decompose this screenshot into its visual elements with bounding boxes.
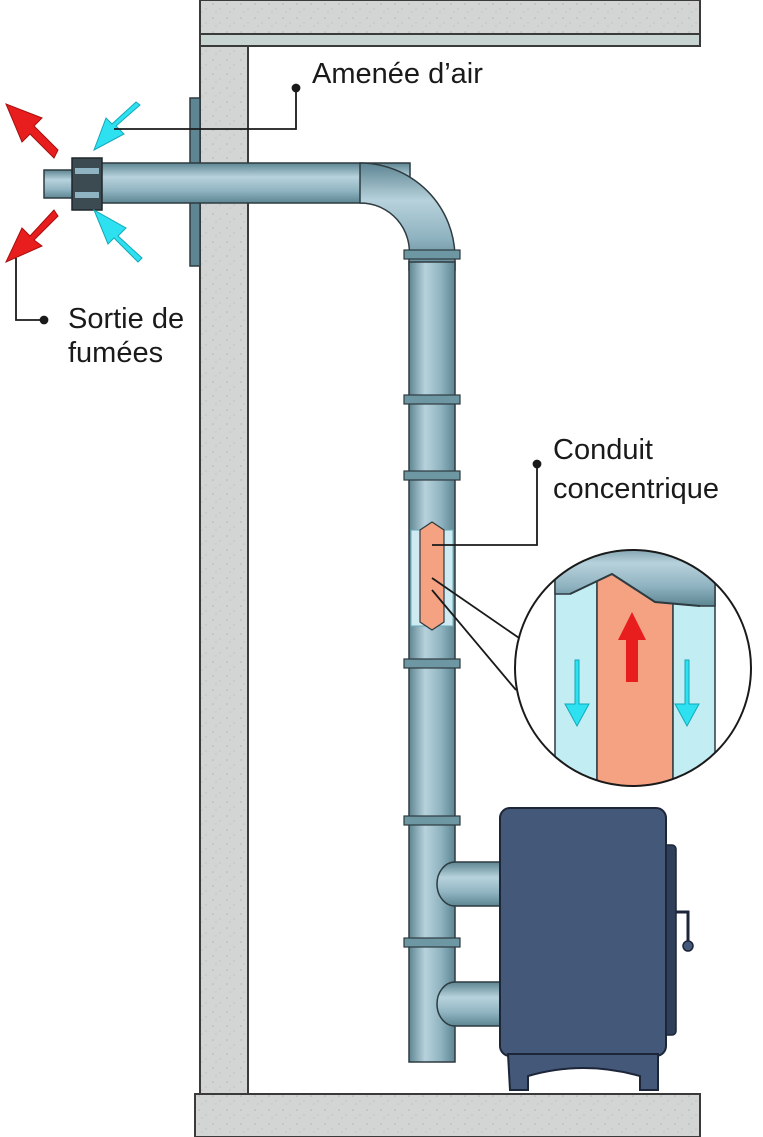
pipe-collar-1 bbox=[404, 250, 460, 259]
leader-dot-smoke bbox=[41, 317, 48, 324]
terminal-grille-1 bbox=[75, 168, 99, 174]
ceiling bbox=[200, 0, 700, 34]
label-air-intake: Amenée d’air bbox=[312, 58, 483, 90]
ceiling-trim bbox=[200, 34, 700, 46]
leader-dot-concentric bbox=[534, 461, 541, 468]
arrow-icon bbox=[6, 104, 58, 158]
terminal-cap bbox=[72, 158, 102, 210]
arrow-icon bbox=[94, 102, 140, 150]
pipe-collar-6 bbox=[404, 938, 460, 947]
label-smoke-exit-line2: fumées bbox=[68, 337, 164, 369]
pipe-collar-4 bbox=[404, 659, 460, 668]
stove-body bbox=[500, 808, 666, 1056]
pipe-collar-5 bbox=[404, 816, 460, 825]
stove-handle-knob bbox=[683, 941, 693, 951]
stove-base bbox=[508, 1054, 658, 1090]
stove-handle bbox=[676, 912, 688, 944]
label-smoke-exit-line1: Sortie de bbox=[68, 303, 185, 335]
connector-lower bbox=[437, 982, 502, 1026]
left-wall bbox=[200, 46, 248, 1106]
terminal-grille-2 bbox=[75, 192, 99, 198]
stove bbox=[500, 808, 693, 1090]
pipe-collar-2 bbox=[404, 395, 460, 404]
arrow-icon bbox=[6, 210, 58, 262]
connector-upper bbox=[437, 862, 502, 906]
vertical-flue bbox=[404, 250, 460, 1062]
arrow-icon bbox=[94, 210, 142, 262]
floor bbox=[195, 1094, 700, 1137]
leader-dot-air bbox=[293, 85, 300, 92]
cutaway-smoke-core bbox=[420, 522, 444, 630]
leader-smoke-exit bbox=[16, 258, 44, 320]
label-concentric-line1: Conduit bbox=[553, 434, 653, 466]
label-concentric-line2: concentrique bbox=[553, 473, 720, 505]
pipe-collar-3 bbox=[404, 471, 460, 480]
magnified-detail bbox=[515, 540, 751, 800]
